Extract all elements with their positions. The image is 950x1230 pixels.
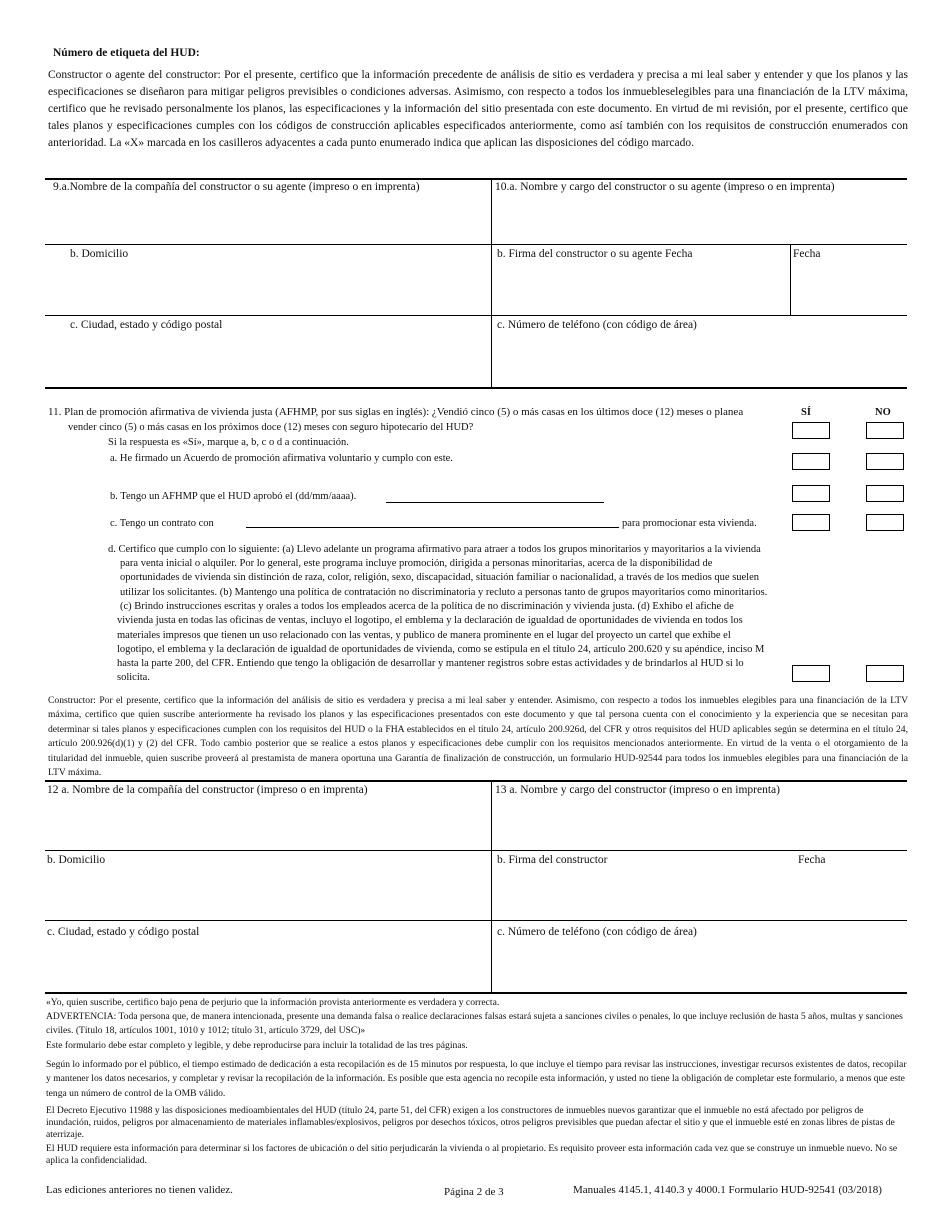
name-title-field[interactable]: 10.a. Nombre y cargo del constructor o su agente (impreso o en imprenta) xyxy=(495,181,835,193)
city-state-zip-field[interactable]: c. Ciudad, estado y código postal xyxy=(70,319,223,331)
address-field[interactable]: b. Domicilio xyxy=(70,248,129,260)
executive-order-statement: El Decreto Ejecutivo 11988 y las disposiciones medioambientales del HUD (título 24, parte 51, del CFR) exigen a los constructores de inmuebles nuevos garantizar que el inmueble no está afectado por peligros de inundación, ruidos, peligros por almacenamiento de materiales inflamables/explosivos, peligros por desechos tóxicos, otros peligros previsibles que puedan afectar el sitio y que el inmueble esté en zonas libres de pistas de aterrizaje. xyxy=(46,1105,895,1140)
q11-yes-checkbox[interactable] xyxy=(792,422,830,439)
builder-date-field[interactable]: Fecha xyxy=(798,854,826,866)
option-d-line-8: logotipo, el emblema y la declaración de igualdad de oportunidades de vivienda, como se estipula en el título 24, artículo 200.620 y su apéndice, inciso M xyxy=(117,644,765,655)
burden-statement: Según lo informado por el público, el tiempo estimado de dedicación a esta recopilación es de 15 minutos por respuesta, lo que incluye el tiempo para revisar las instrucciones, investigar recursos existentes de datos, recopilar y mantener los datos necesarios, y completar y revisar la recopilación de la información. Es posible que esta agencia no recopile esta información, y usted no tiene la obligación de completar este formulario, a menos que este tenga un número de control de la OMB válido. xyxy=(46,1059,907,1099)
builder-phone-field[interactable]: c. Número de teléfono (con código de área) xyxy=(497,926,697,938)
q11-no-checkbox[interactable] xyxy=(866,422,904,439)
company-name-field[interactable]: 9.a.Nombre de la compañía del constructor o su agente (impreso o en imprenta) xyxy=(53,181,420,193)
date-field[interactable]: Fecha xyxy=(793,248,821,260)
option-d-line-4: utilizar los solicitantes. (b) Mantengo una política de contratación no discriminatoria y recluto a personas tanto de grupos mayoritarios como minoritarios. xyxy=(120,587,768,598)
question-11-line1: 11. Plan de promoción afirmativa de vivienda justa (AFHMP, por sus siglas en inglés): ¿Vendió cinco (5) o más casas en los últimos doce (12) meses o planea xyxy=(48,406,744,418)
option-b-no-checkbox[interactable] xyxy=(866,485,904,502)
option-d-line-1: d. Certifico que cumplo con lo siguiente: (a) Llevo adelante un programa afirmativo para atraer a todos los grupos minoritarios y mayoritarios a la vivienda xyxy=(108,544,761,555)
question-11-line2: vender cinco (5) o más casas en los próximos doce (12) meses con seguro hipotecario del HUD? xyxy=(68,422,474,433)
hud-label-number: Número de etiqueta del HUD: xyxy=(53,47,200,59)
contract-with-input[interactable] xyxy=(246,527,619,528)
previous-editions-note: Las ediciones anteriores no tienen validez. xyxy=(46,1184,233,1196)
builder-signature-field[interactable]: b. Firma del constructor xyxy=(497,854,608,866)
option-c-label: c. Tengo un contrato con xyxy=(110,518,214,529)
option-d-yes-checkbox[interactable] xyxy=(792,665,830,682)
option-c-suffix: para promocionar esta vivienda. xyxy=(622,518,757,529)
option-c-yes-checkbox[interactable] xyxy=(792,514,830,531)
yes-column-header: SÍ xyxy=(801,407,811,418)
option-d-line-10: solicita. xyxy=(117,672,150,683)
option-d-line-9: hasta la parte 200, del CFR. Entiendo que tengo la obligación de desarrollar y mantener registros sobre estas actividades y de brindarlos al HUD si lo xyxy=(117,658,744,669)
option-a-yes-checkbox[interactable] xyxy=(792,453,830,470)
perjury-statement: «Yo, quien suscribe, certifico bajo pena de perjurio que la información provista anteriormente es verdadera y correcta. xyxy=(46,997,500,1008)
option-a-label: a. He firmado un Acuerdo de promoción afirmativa voluntario y cumplo con este. xyxy=(110,453,453,464)
page-number: Página 2 de 3 xyxy=(444,1186,504,1198)
builder-address-field[interactable]: b. Domicilio xyxy=(47,854,106,866)
option-d-line-5: (c) Brindo instrucciones escritas y orales a todos los empleados acerca de la política de no discriminación y vivienda justa. (d) Exhibo el afiche de xyxy=(120,601,734,612)
form-complete-note: Este formulario debe estar completo y legible, y debe reproducirse para incluir la totalidad de las tres páginas. xyxy=(46,1040,468,1051)
constructor-certification-paragraph: Constructor: Por el presente, certifico que la información del análisis de sitio es verdadera y precisa a mi leal saber y entender. Asimismo, con respecto a todos los inmuebles elegibles para una financiación de la LTV máxima, certifico que quien suscribe anteriormente ha revisado los planos y las especificaciones presentados con este documento y que tal persona cuenta con el conocimiento y la experiencia que se necesitan para determinar si tales planos y especificaciones cumplen con los requisitos del HUD o la FHA establecidos en el título 24, artículo 200.926d, del CFR y otros requisitos del HUD aplicables según se determina en el título 24, artículo 200.926(d)(1) y (2) del CFR. Todo cambio posterior que se realice a estos planos y especificaciones debe cumplir con los requisitos mencionados anteriormente. En virtud de la venta o el otorgamiento de la titularidad del inmueble, quien suscribe proveerá al prestamista de manera oportuna una Garantía de finalización de construcción, un formulario HUD-92544 para todos los inmuebles elegibles para una financiación de la LTV máxima. xyxy=(48,695,908,779)
option-d-line-7: materiales impresos que tienen un uso relacionado con las ventas, y publico de manera prominente en el lugar del proyecto un cartel que exhibe el xyxy=(117,630,731,641)
option-d-line-6: vivienda justa en todas las oficinas de ventas, incluyo el logotipo, el emblema y la declaración de igualdad de oportunidades de vivienda en todos los xyxy=(117,615,743,626)
builder-city-state-zip-field[interactable]: c. Ciudad, estado y código postal xyxy=(47,926,200,938)
option-d-no-checkbox[interactable] xyxy=(866,665,904,682)
question-11-instruction: Si la respuesta es «Sí», marque a, b, c o d a continuación. xyxy=(108,437,349,448)
hud-requires-statement: El HUD requiere esta información para determinar si los factores de ubicación o del sitio perjudicarán la vivienda o al propietario. Es requisito proveer esta información cada vez que se construye un inmueble nuevo. No se aplica la confidencialidad. xyxy=(46,1143,898,1166)
no-column-header: NO xyxy=(875,407,891,418)
warning-statement: ADVERTENCIA: Toda persona que, de manera intencionada, presente una demanda falsa o realice declaraciones falsas estará sujeta a sanciones civiles o penales, lo que incluye reclusión de hasta 5 años, multas y sanciones civiles. (Título 18, artículos 1001, 1010 y 1012; título 31, artículo 3729, del USC)» xyxy=(46,1011,903,1037)
signature-field[interactable]: b. Firma del constructor o su agente Fecha xyxy=(497,248,693,260)
builder-company-name-field[interactable]: 12 a. Nombre de la compañía del constructor (impreso o en imprenta) xyxy=(47,784,368,796)
option-d-line-2: para venta inicial o alquiler. Por lo general, este programa incluye promoción, dirigida a personas minoritarias, acerca de la disponibilidad de xyxy=(120,558,713,569)
option-d-line-3: oportunidades de vivienda sin distinción de raza, color, religión, sexo, discapacidad, situación familiar o nacionalidad, a través de los medios que suelen xyxy=(120,572,760,583)
option-b-yes-checkbox[interactable] xyxy=(792,485,830,502)
form-identifier: Manuales 4145.1, 4140.3 y 4000.1 Formulario HUD-92541 (03/2018) xyxy=(573,1184,882,1196)
builder-name-title-field[interactable]: 13 a. Nombre y cargo del constructor (impreso o en imprenta) xyxy=(495,784,780,796)
option-a-no-checkbox[interactable] xyxy=(866,453,904,470)
builder-certification-paragraph: Constructor o agente del constructor: Por el presente, certifico que la información precedente de análisis de sitio es verdadera y precisa a mi leal saber y entender y que los planos y las especificaciones se diseñaron para mitigar peligros previsibles o condiciones adversas. Asimismo, con respecto a todos los inmuebleselegibles para una financiación de la LTV máxima, certifico que he revisado personalmente los planos, las especificaciones y la información del sitio presentada con este documento. En virtud de mi revisión, por el presente, certifico que tales planos y especificaciones cumples con los códigos de construcción aplicables especificados anteriormente, como así también con los requisitos de construcción enumerados con anterioridad. La «X» marcada en los casilleros adyacentes a cada punto enumerado indica que aplican las disposiciones del código marcado. xyxy=(48,69,908,149)
phone-field[interactable]: c. Número de teléfono (con código de área) xyxy=(497,319,697,331)
option-c-no-checkbox[interactable] xyxy=(866,514,904,531)
approval-date-input[interactable] xyxy=(386,502,604,503)
option-b-label: b. Tengo un AFHMP que el HUD aprobó el (dd/mm/aaaa). xyxy=(110,491,357,502)
